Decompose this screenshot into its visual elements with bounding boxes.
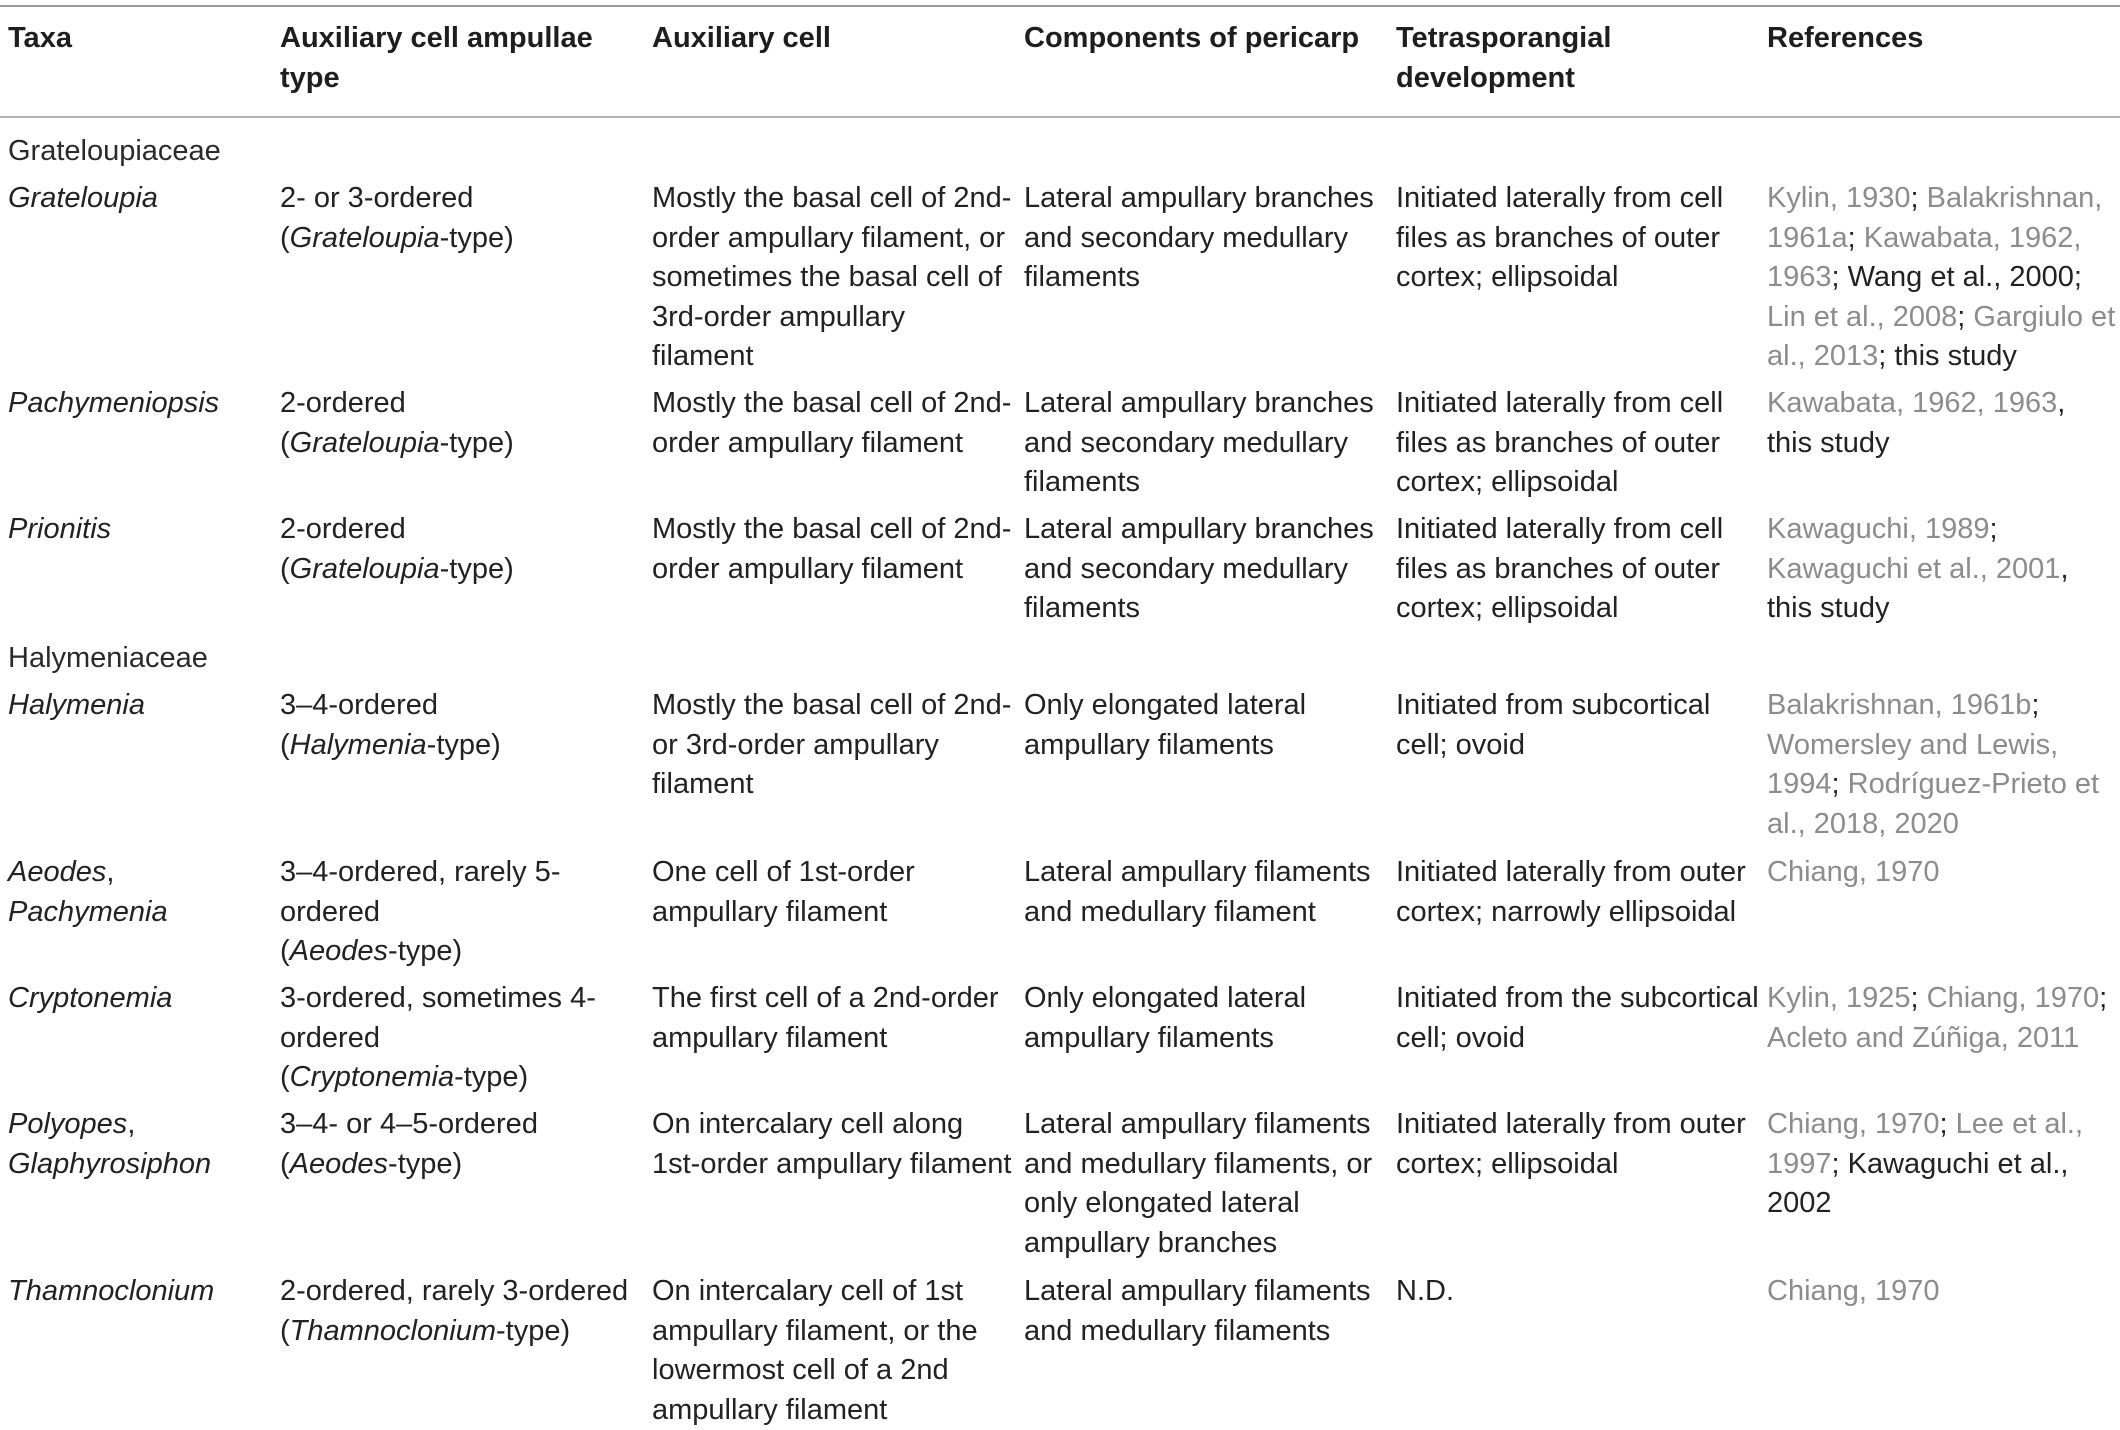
reference-separator: ;: [2031, 689, 2040, 721]
reference-link[interactable]: Kylin, 1925: [1767, 982, 1911, 1014]
header-auxiliary-cell: Auxiliary cell: [652, 22, 831, 54]
reference-link[interactable]: Gargiulo et al., 2013: [1767, 300, 2116, 372]
ampullae-type-name: Aeodes: [289, 1147, 389, 1180]
table-top-rule: [0, 5, 2120, 7]
reference-separator: ; Wang et al., 2000;: [1831, 261, 2082, 293]
pericarp-cell: Lateral ampullary branches and secondary medullary filaments: [1024, 387, 1374, 498]
references-cell: [1767, 384, 2117, 463]
ampullae-open: (: [280, 728, 290, 761]
ampullae-order: 2-ordered, rarely 3-ordered: [280, 1275, 629, 1307]
ampullae-type-suffix: -type): [388, 1147, 463, 1180]
family-label: Grateloupiaceae: [8, 135, 221, 167]
table-header-rule: [0, 116, 2120, 118]
ampullae-cell: [280, 686, 640, 765]
auxiliary-cell: The first cell of a 2nd-order ampullary filament: [652, 982, 999, 1054]
ampullae-open: (: [280, 935, 290, 967]
auxiliary-cell: One cell of 1st-order ampullary filament: [652, 856, 915, 928]
reference-link[interactable]: Chiang, 1970: [1767, 1275, 1940, 1307]
ampullae-open: (: [280, 221, 290, 254]
reference-separator: ;: [1910, 982, 1927, 1014]
taxa-cell: Cryptonemia: [8, 982, 173, 1014]
taxa-cell: Halymenia: [8, 689, 145, 721]
reference-link[interactable]: Balakrishnan, 1961a: [1767, 182, 2103, 254]
header-references: References: [1767, 22, 1924, 54]
auxiliary-cell: On intercalary cell of 1st ampullary filament, or the lowermost cell of a 2nd ampullary filament: [652, 1275, 978, 1426]
taxa-name: Aeodes: [8, 856, 107, 888]
reference-separator: ;: [1989, 513, 1998, 545]
reference-separator: ; this study: [1878, 340, 2017, 372]
reference-link[interactable]: Kawabata, 1962, 1963: [1767, 387, 2058, 419]
reference-link[interactable]: Lee et al., 1997: [1767, 1108, 2084, 1180]
taxa-separator: ,: [127, 1108, 136, 1140]
ampullae-type-name: Grateloupia: [289, 221, 440, 254]
ampullae-cell: [280, 384, 640, 463]
header-pericarp: Components of pericarp: [1024, 22, 1360, 54]
taxa-name: Polyopes: [8, 1108, 128, 1140]
ampullae-type-suffix: -type): [439, 426, 514, 459]
reference-separator: ; Kawaguchi et al., 2002: [1767, 1147, 2069, 1219]
ampullae-type-name: Grateloupia: [289, 426, 440, 459]
taxa-cell: Prionitis: [8, 513, 112, 545]
reference-separator: ;: [1939, 1108, 1956, 1140]
reference-link[interactable]: Kawaguchi et al., 2001: [1767, 552, 2061, 585]
pericarp-cell: Lateral ampullary branches and secondary medullary filaments: [1024, 513, 1374, 624]
ampullae-order: 3-ordered, sometimes 4-ordered: [280, 982, 596, 1054]
taxa-cell: Grateloupia: [8, 182, 158, 214]
references-cell: [1767, 510, 2117, 629]
tetrasporangial-cell: Initiated laterally from outer cortex; ellipsoidal: [1396, 1108, 1746, 1180]
auxiliary-cell: On intercalary cell along 1st-order ampullary filament: [652, 1108, 1012, 1180]
reference-separator: ;: [1847, 221, 1864, 254]
ampullae-open: (: [280, 1147, 290, 1180]
taxa-cell: Pachymeniopsis: [8, 387, 220, 419]
references-cell: [1767, 686, 2117, 844]
family-label: Halymeniaceae: [8, 642, 208, 674]
reference-link[interactable]: Balakrishnan, 1961b: [1767, 689, 2032, 721]
reference-separator: , this study: [1767, 552, 2069, 624]
taxa-cell: [8, 853, 270, 932]
taxa-cell: [8, 1105, 270, 1184]
tetrasporangial-cell: Initiated laterally from cell files as branches of outer cortex; ellipsoidal: [1396, 182, 1724, 293]
ampullae-cell: [280, 1105, 640, 1184]
pericarp-cell: Lateral ampullary filaments and medullary filaments, or only elongated lateral ampullary branches: [1024, 1108, 1373, 1259]
ampullae-order: 3–4-ordered, rarely 5-ordered: [280, 856, 561, 928]
ampullae-type-suffix: -type): [388, 935, 463, 967]
ampullae-cell: [280, 179, 640, 258]
reference-separator: ;: [1957, 300, 1974, 333]
reference-link[interactable]: Kawaguchi, 1989: [1767, 513, 1990, 545]
reference-separator: ;: [2099, 982, 2108, 1014]
references-cell: [1767, 1272, 2117, 1312]
reference-link[interactable]: Rodríguez-Prieto et al., 2018, 2020: [1767, 768, 2100, 840]
taxa-name: Glaphyrosiphon: [8, 1147, 212, 1180]
ampullae-cell: [280, 1272, 640, 1351]
reference-link[interactable]: Kylin, 1930: [1767, 182, 1911, 214]
ampullae-type-name: Halymenia: [289, 728, 427, 761]
tetrasporangial-cell: Initiated laterally from outer cortex; narrowly ellipsoidal: [1396, 856, 1746, 928]
reference-link[interactable]: Acleto and Zúñiga, 2011: [1767, 1021, 2080, 1054]
ampullae-order: 3–4-ordered: [280, 689, 438, 721]
ampullae-open: (: [280, 426, 290, 459]
references-cell: [1767, 979, 2117, 1058]
pericarp-cell: Lateral ampullary filaments and medullary filament: [1024, 856, 1371, 928]
references-cell: [1767, 179, 2117, 377]
ampullae-cell: [280, 510, 640, 589]
ampullae-open: (: [280, 1061, 290, 1093]
ampullae-cell: [280, 853, 640, 972]
reference-link[interactable]: Chiang, 1970: [1767, 856, 1940, 888]
auxiliary-cell: Mostly the basal cell of 2nd- or 3rd-order ampullary filament: [652, 689, 1012, 800]
tetrasporangial-cell: Initiated laterally from cell files as branches of outer cortex; ellipsoidal: [1396, 387, 1724, 498]
pericarp-cell: Lateral ampullary filaments and medullary filaments: [1024, 1275, 1371, 1347]
pericarp-cell: Only elongated lateral ampullary filaments: [1024, 689, 1307, 761]
reference-link[interactable]: Chiang, 1970: [1767, 1108, 1940, 1140]
auxiliary-cell: Mostly the basal cell of 2nd-order ampullary filament: [652, 513, 1012, 585]
ampullae-type-suffix: -type): [496, 1314, 571, 1347]
taxa-separator: ,: [106, 856, 115, 888]
auxiliary-cell: Mostly the basal cell of 2nd-order ampullary filament: [652, 387, 1012, 459]
taxa-cell: Thamnoclonium: [8, 1275, 215, 1307]
auxiliary-cell: Mostly the basal cell of 2nd-order ampullary filament, or sometimes the basal cell of 3rd-order ampullary filament: [652, 182, 1012, 372]
header-taxa: Taxa: [8, 22, 72, 54]
reference-separator: ;: [1831, 768, 1848, 800]
ampullae-type-suffix: -type): [426, 728, 501, 761]
reference-separator: ;: [1910, 182, 1927, 214]
ampullae-type-name: Aeodes: [289, 935, 389, 967]
tetrasporangial-cell: Initiated from the subcortical cell; ovoid: [1396, 982, 1759, 1054]
ampullae-order: 2-ordered: [280, 513, 406, 545]
ampullae-type-name: Thamnoclonium: [289, 1314, 496, 1347]
reference-separator: , this study: [1767, 387, 2066, 459]
pericarp-cell: Lateral ampullary branches and secondary medullary filaments: [1024, 182, 1374, 293]
header-ampullae-type: Auxiliary cell ampullae type: [280, 22, 593, 94]
ampullae-type-suffix: -type): [439, 552, 514, 585]
ampullae-open: (: [280, 1314, 290, 1347]
ampullae-order: 2-ordered: [280, 387, 406, 419]
reference-link[interactable]: Chiang, 1970: [1926, 982, 2100, 1014]
ampullae-order: 3–4- or 4–5-ordered: [280, 1108, 538, 1140]
tetrasporangial-cell: N.D.: [1396, 1275, 1454, 1307]
tetrasporangial-cell: Initiated from subcortical cell; ovoid: [1396, 689, 1711, 761]
references-cell: [1767, 1105, 2117, 1224]
ampullae-type-suffix: -type): [439, 221, 514, 254]
reference-link[interactable]: Kawabata, 1962, 1963: [1767, 221, 2082, 293]
header-tetrasporangial: Tetrasporangial development: [1396, 22, 1612, 94]
ampullae-order: 2- or 3-ordered: [280, 182, 474, 214]
ampullae-type-name: Grateloupia: [289, 552, 440, 585]
ampullae-open: (: [280, 552, 290, 585]
references-cell: [1767, 853, 2117, 893]
ampullae-type-suffix: -type): [454, 1061, 529, 1093]
reference-link[interactable]: Lin et al., 2008: [1767, 300, 1958, 333]
ampullae-cell: [280, 979, 640, 1098]
ampullae-type-name: Cryptonemia: [289, 1061, 455, 1093]
taxa-name: Pachymenia: [8, 895, 168, 928]
pericarp-cell: Only elongated lateral ampullary filaments: [1024, 982, 1307, 1054]
tetrasporangial-cell: Initiated laterally from cell files as branches of outer cortex; ellipsoidal: [1396, 513, 1724, 624]
reference-link[interactable]: Womersley and Lewis, 1994: [1767, 728, 2059, 800]
